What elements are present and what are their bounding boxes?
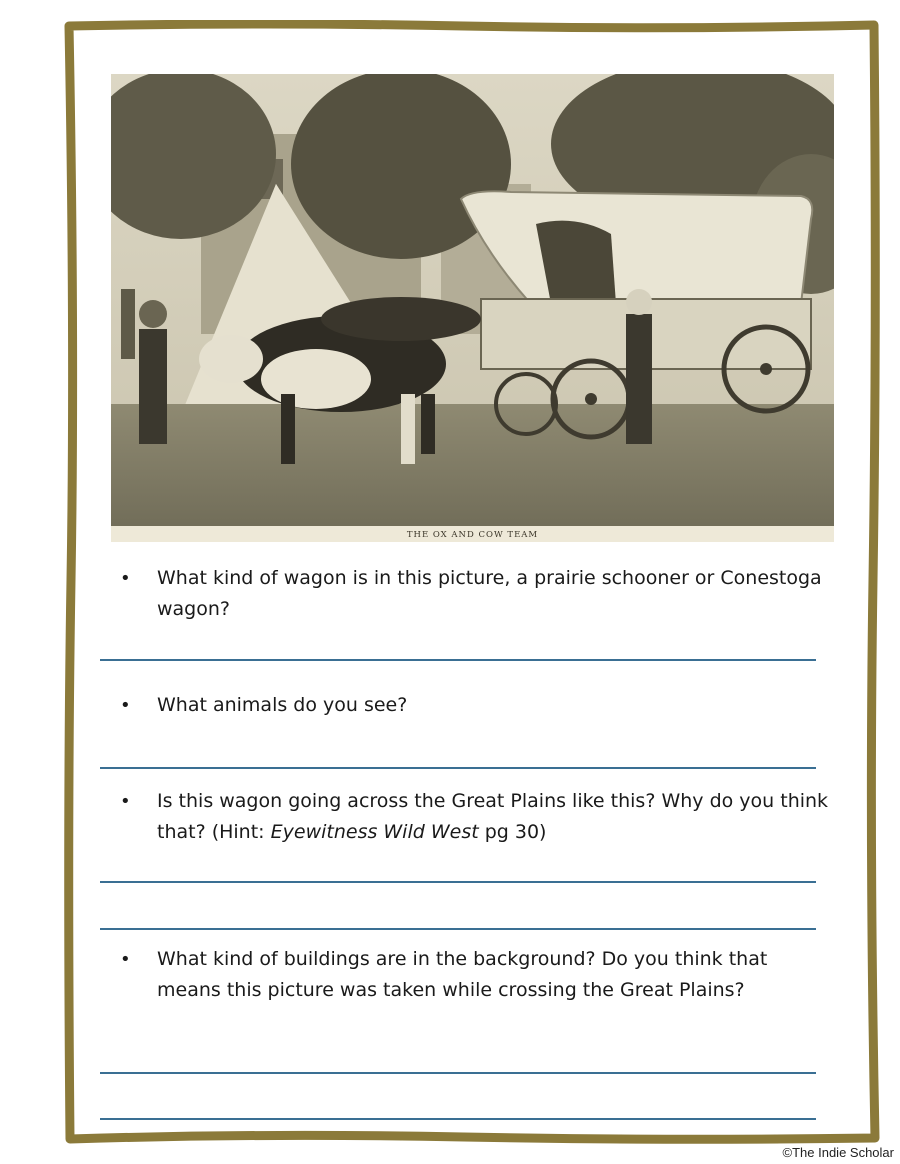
book-title: Eyewitness Wild West [270,821,479,843]
question-2-text: What animals do you see? [157,694,408,716]
question-3-text [157,786,830,848]
question-4 [120,944,830,1006]
bullet: • [120,949,131,970]
question-1-text: What kind of wagon is in this picture, a prairie schooner or Conestoga wagon? [157,567,822,620]
question-3 [120,786,830,848]
question-2 [120,690,830,721]
question-3-text-start: Is this wagon going across the Great Plains like this? Why do you think that? (Hint: [157,790,829,843]
answer-line-3a[interactable] [100,881,816,883]
answer-line-4a[interactable] [100,1072,816,1074]
archival-photo [111,74,834,542]
question-1 [120,563,830,625]
bullet: • [120,568,131,589]
answer-line-1[interactable] [100,659,816,661]
copyright-footer: ©The Indie Scholar [782,1145,894,1160]
answer-line-3b[interactable] [100,928,816,930]
question-4-text: What kind of buildings are in the background? Do you think that means this picture was taken while crossing the Great Plains? [157,948,768,1001]
answer-line-4b[interactable] [100,1118,816,1120]
bullet: • [120,791,131,812]
question-3-text-end: pg 30) [478,821,547,843]
answer-line-2[interactable] [100,767,816,769]
photo-caption: THE OX AND COW TEAM [406,530,539,540]
bullet: • [120,695,131,716]
